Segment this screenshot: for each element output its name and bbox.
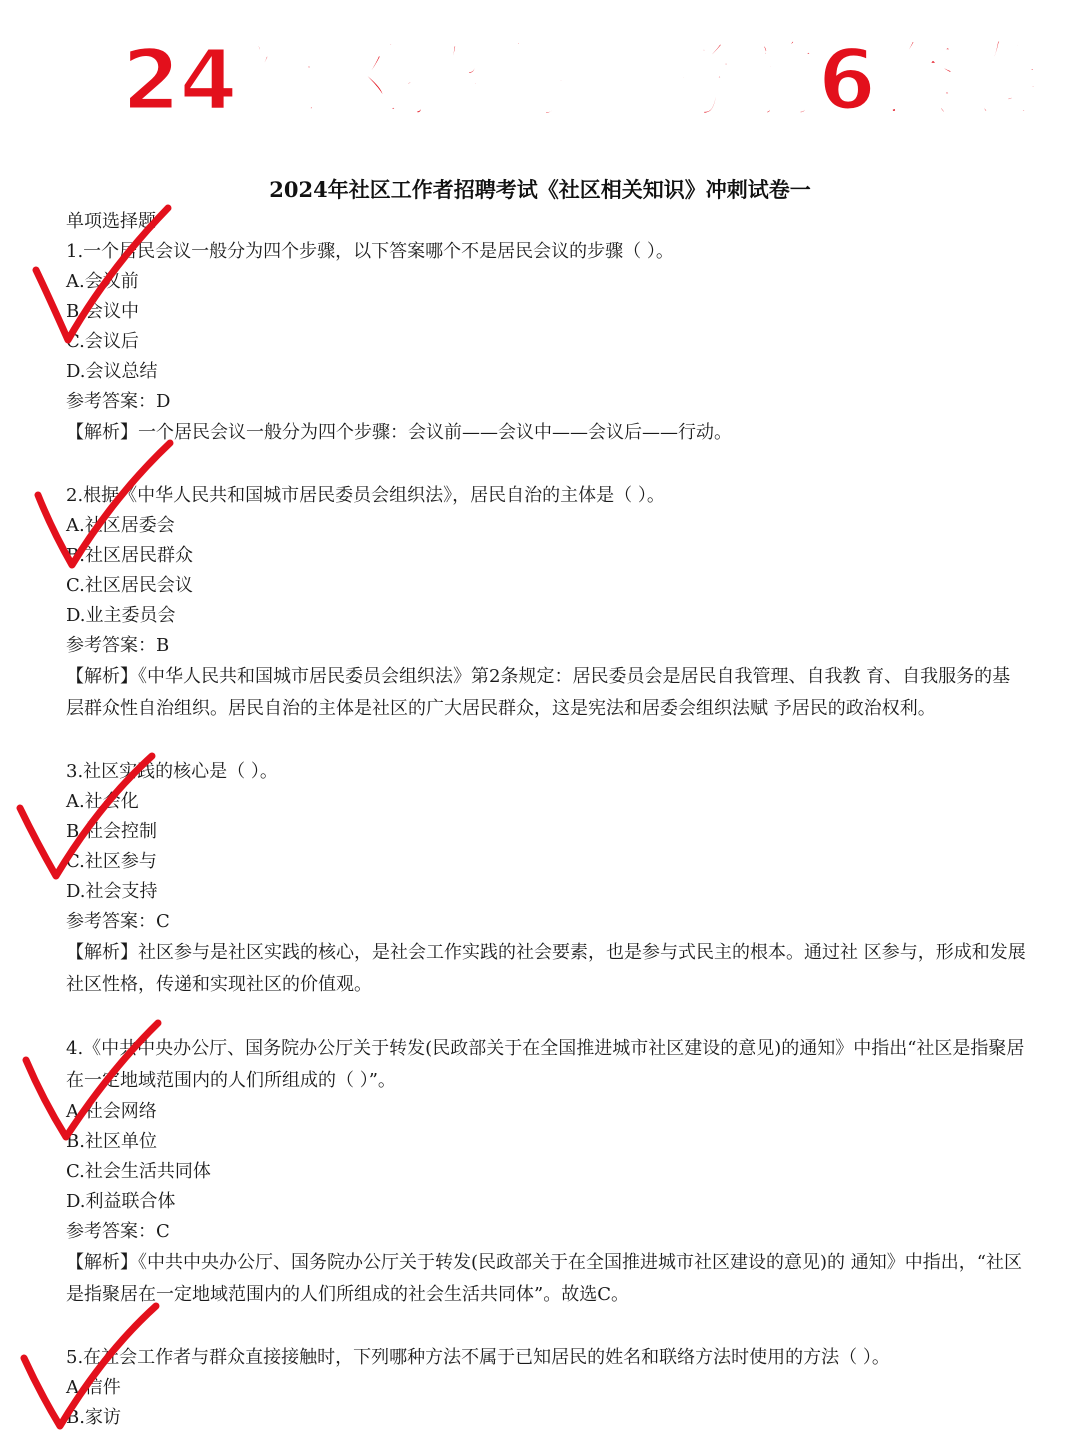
- question-3: [66, 757, 1026, 1001]
- answer: 参考答案：B: [66, 635, 170, 656]
- banner-title: 《24社区招聘》考前6套卷: [38, 30, 1042, 129]
- option-a: A.信件: [66, 1377, 121, 1398]
- option-a: A.社会网络: [66, 1101, 157, 1122]
- question-4: [66, 1033, 1026, 1311]
- option-a: A.会议前: [66, 271, 139, 292]
- question-2: [66, 481, 1026, 725]
- option-b: B.社区单位: [66, 1131, 157, 1152]
- option-b: B.会议中: [66, 301, 139, 322]
- answer: 参考答案：C: [66, 911, 170, 932]
- question-stem: 5.在社会工作者与群众直接接触时，下列哪种方法不属于已知居民的姓名和联络方法时使用的方法（ ）。: [66, 1347, 890, 1368]
- option-d: D.业主委员会: [66, 605, 176, 626]
- document-title: 2024年社区工作者招聘考试《社区相关知识》冲刺试卷一: [269, 177, 811, 202]
- option-c: C.社会生活共同体: [66, 1161, 211, 1182]
- option-b: B.家访: [66, 1407, 121, 1428]
- option-a: A.社区居委会: [66, 515, 175, 536]
- option-c: C.社区参与: [66, 851, 157, 872]
- question-stem: 2.根据《中华人民共和国城市居民委员会组织法》，居民自治的主体是（ ）。: [66, 485, 665, 506]
- option-d: D.利益联合体: [66, 1191, 176, 1212]
- option-b: B.社区居民群众: [66, 545, 193, 566]
- question-stem: 3.社区实践的核心是（ ）。: [66, 761, 278, 782]
- option-b: B.社会控制: [66, 821, 157, 842]
- option-c: C.社区居民会议: [66, 575, 193, 596]
- analysis: 【解析】《中共中央办公厅、国务院办公厅关于转发(民政部关于在全国推进城市社区建设的意见)的 通知》中指出，“社区是指聚居在一定地域范围内的人们所组成的社会生活共同体”。故选C。: [66, 1252, 1022, 1305]
- answer: 参考答案：C: [66, 1221, 170, 1242]
- document-body: [66, 207, 1026, 1433]
- analysis: 【解析】社区参与是社区实践的核心，是社会工作实践的社会要素，也是参与式民主的根本。通过社 区参与，形成和发展社区性格，传递和实现社区的价值观。: [66, 942, 1026, 995]
- option-a: A.社会化: [66, 791, 139, 812]
- answer: 参考答案：D: [66, 391, 171, 412]
- option-d: D.社会支持: [66, 881, 158, 902]
- question-1: [66, 237, 1026, 449]
- question-5: [66, 1343, 1026, 1433]
- analysis: 【解析】《中华人民共和国城市居民委员会组织法》第2条规定：居民委员会是居民自我管理、自我教 育、自我服务的基层群众性自治组织。居民自治的主体是社区的广大居民群众，这是宪法和居委会组织法赋 予居民的政治权利。: [66, 666, 1011, 719]
- question-stem: 4.《中共中央办公厅、国务院办公厅关于转发(民政部关于在全国推进城市社区建设的意见)的通知》中指出“社区是指聚居在一定地域范围内的人们所组成的（ ）”。: [66, 1038, 1025, 1091]
- option-c: C.会议后: [66, 331, 139, 352]
- section-heading: 单项选择题: [66, 211, 156, 232]
- analysis: 【解析】一个居民会议一般分为四个步骤：会议前——会议中——会议后——行动。: [66, 422, 732, 443]
- option-d: D.会议总结: [66, 361, 158, 382]
- question-stem: 1.一个居民会议一般分为四个步骤，以下答案哪个不是居民会议的步骤（ ）。: [66, 241, 674, 262]
